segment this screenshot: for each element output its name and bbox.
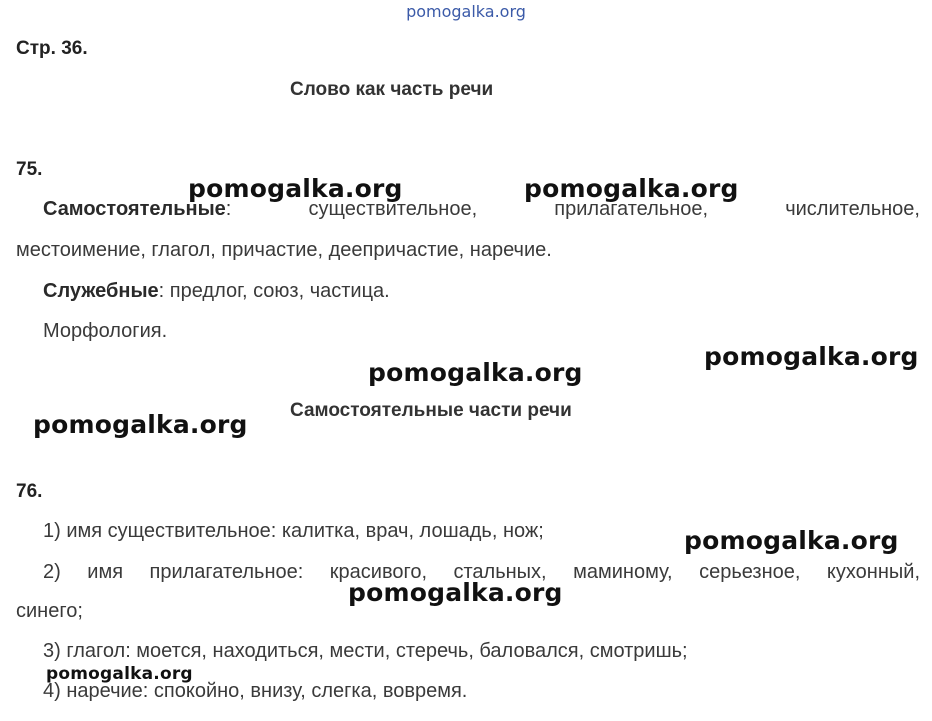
service-label: Служебные — [43, 280, 159, 302]
watermark: pomogalka.org — [684, 526, 899, 555]
service-words: : предлог, союз, частица. — [158, 280, 390, 302]
watermark: pomogalka.org — [368, 358, 583, 387]
ex76-item-1: 1) имя существительное: калитка, врач, лошадь, нож; — [43, 520, 544, 542]
exercise-number-76: 76. — [16, 481, 43, 502]
watermark: pomogalka.org — [188, 174, 403, 203]
ex76-item-4: 4) наречие: спокойно, внизу, слегка, вовремя. — [43, 680, 468, 702]
watermark: pomogalka.org — [46, 664, 193, 684]
independent-label: Самостоятельные — [43, 198, 226, 220]
ex75-independent-line2: местоимение, глагол, причастие, деепричастие, наречие. — [16, 239, 552, 261]
independent-word: прилагательное, — [554, 198, 709, 220]
independent-word: существительное, — [308, 198, 478, 220]
section-title-word-as-part-of-speech: Слово как часть речи — [290, 79, 494, 100]
exercise-number-75: 75. — [16, 159, 43, 180]
watermark: pomogalka.org — [33, 410, 248, 439]
page-number: Стр. 36. — [16, 38, 88, 59]
ex75-morphology: Морфология. — [43, 320, 168, 342]
independent-word: числительное, — [785, 198, 920, 220]
ex76-item-2-line1: 2) имя прилагательное: красивого, стальных, маминому, серьезное, кухонный, — [43, 561, 920, 583]
ex75-service-line — [43, 280, 390, 303]
ex76-item-3: 3) глагол: моется, находиться, мести, стеречь, баловался, смотришь; — [43, 640, 688, 662]
ex76-item-2-line2: синего; — [16, 600, 83, 622]
independent-colon: : — [225, 198, 232, 220]
header-watermark: pomogalka.org — [406, 2, 526, 21]
watermark: pomogalka.org — [524, 174, 739, 203]
section-title-independent-parts: Самостоятельные части речи — [290, 400, 572, 421]
watermark: pomogalka.org — [704, 342, 919, 371]
watermark: pomogalka.org — [348, 578, 563, 607]
ex75-independent-line1 — [43, 198, 920, 224]
